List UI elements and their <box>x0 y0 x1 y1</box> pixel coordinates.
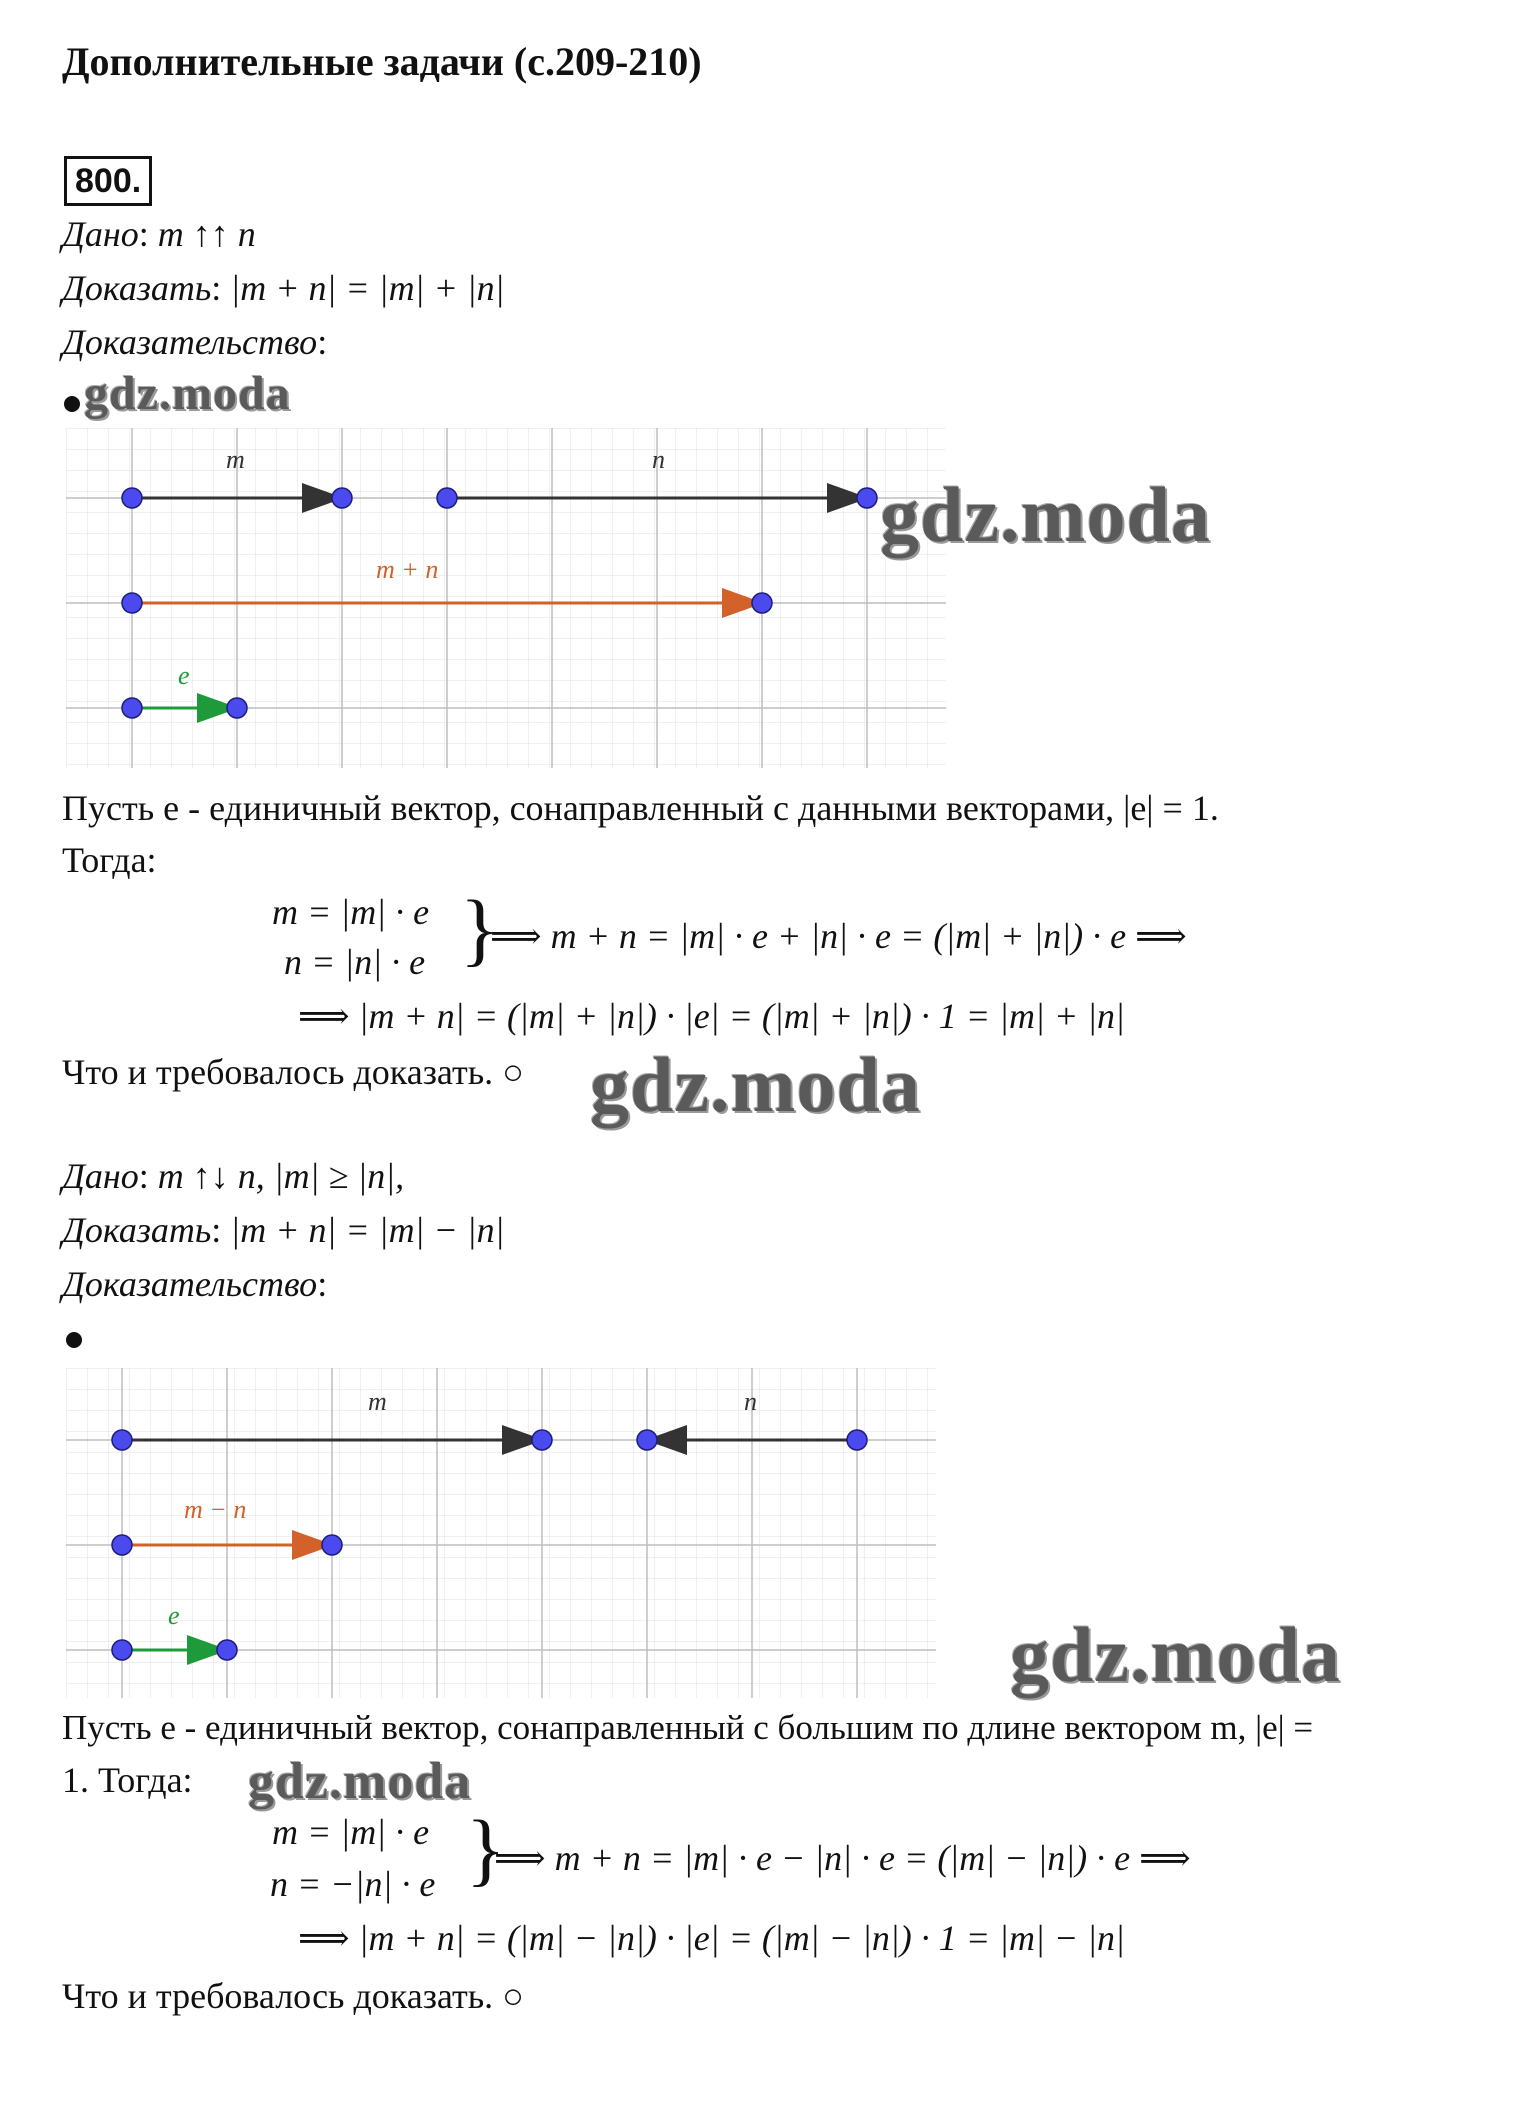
label-sum: m + n <box>376 555 439 584</box>
point <box>847 1430 867 1450</box>
point <box>532 1430 552 1450</box>
task-number: 800. <box>64 156 152 206</box>
watermark-1: gdz.moda <box>84 367 291 420</box>
point <box>122 593 142 613</box>
prove-text: |m + n| = |m| + |n| <box>230 268 505 308</box>
point <box>437 488 457 508</box>
let-sentence-2b: 1. Тогда: <box>62 1760 193 1800</box>
proof-label-1: Доказательство: <box>62 322 328 362</box>
proof-label-2: Доказательство: <box>62 1264 328 1304</box>
prove-label: Доказать <box>62 268 212 308</box>
eq-n-2: n = −|n| · e <box>270 1864 436 1904</box>
watermark-5: gdz.moda <box>248 1753 472 1810</box>
point <box>322 1535 342 1555</box>
point <box>112 1640 132 1660</box>
let-sentence-1: Пусть e - единичный вектор, сонаправленный с данными векторами, |e| = 1. <box>62 788 1219 828</box>
point <box>112 1430 132 1450</box>
bullet-dot-2 <box>66 1332 82 1348</box>
point <box>217 1640 237 1660</box>
eq-right-1: ⟹ m + n = |m| · e + |n| · e = (|m| + |n|) · e ⟹ <box>490 916 1187 956</box>
eq-final-2: ⟹ |m + n| = (|m| − |n|) · |e| = (|m| − |n|) · 1 = |m| − |n| <box>298 1918 1125 1958</box>
watermark-3: gdz.moda <box>590 1041 921 1128</box>
bullet-dot <box>64 396 80 412</box>
label-n: n <box>652 445 665 474</box>
point <box>227 698 247 718</box>
given-line-1: Дано: m ↑↑ n <box>62 214 256 254</box>
eq-final-1: ⟹ |m + n| = (|m| + |n|) · |e| = (|m| + |n|) · 1 = |m| + |n| <box>298 996 1125 1036</box>
point <box>112 1535 132 1555</box>
given-label: Дано <box>62 214 139 254</box>
label-n-2: n <box>744 1387 757 1416</box>
brace-1: } <box>460 883 500 974</box>
given-text-2: m ↑↓ n, |m| ≥ |n|, <box>157 1156 405 1196</box>
label-m: m <box>226 445 245 474</box>
prove-line-1: Доказать: |m + n| = |m| + |n| <box>62 268 505 308</box>
point <box>857 488 877 508</box>
brace-2: } <box>466 1803 506 1894</box>
vector-diagram-1 <box>66 428 946 768</box>
prove-line-2: Доказать: |m + n| = |m| − |n| <box>62 1210 505 1250</box>
label-e: e <box>178 661 190 690</box>
qed-2: Что и требовалось доказать. ○ <box>62 1976 524 2016</box>
point <box>122 698 142 718</box>
given-line-2: Дано: m ↑↓ n, |m| ≥ |n|, <box>62 1156 405 1196</box>
point <box>332 488 352 508</box>
watermark-2: gdz.moda <box>880 471 1211 558</box>
page-title: Дополнительные задачи (с.209-210) <box>62 39 702 84</box>
label-e-2: e <box>168 1601 180 1630</box>
label-m-2: m <box>368 1387 387 1416</box>
watermark-4: gdz.moda <box>1010 1611 1341 1698</box>
point <box>752 593 772 613</box>
prove-text-2: |m + n| = |m| − |n| <box>230 1210 505 1250</box>
let-sentence-2a: Пусть e - единичный вектор, сонаправленный с большим по длине вектором m, |e| = <box>62 1708 1314 1747</box>
point <box>122 488 142 508</box>
qed-1: Что и требовалось доказать. ○ <box>62 1052 524 1092</box>
eq-right-2: ⟹ m + n = |m| · e − |n| · e = (|m| − |n|) · e ⟹ <box>494 1838 1191 1878</box>
then-label-1: Тогда: <box>62 840 157 880</box>
eq-m-2: m = |m| · e <box>272 1812 430 1852</box>
vector-diagram-2 <box>66 1368 936 1698</box>
label-sum-2: m − n <box>184 1495 247 1524</box>
eq-m-1: m = |m| · e <box>272 892 430 932</box>
given-text: m ↑↑ n <box>157 214 256 254</box>
point <box>637 1430 657 1450</box>
eq-n-1: n = |n| · e <box>284 942 426 982</box>
